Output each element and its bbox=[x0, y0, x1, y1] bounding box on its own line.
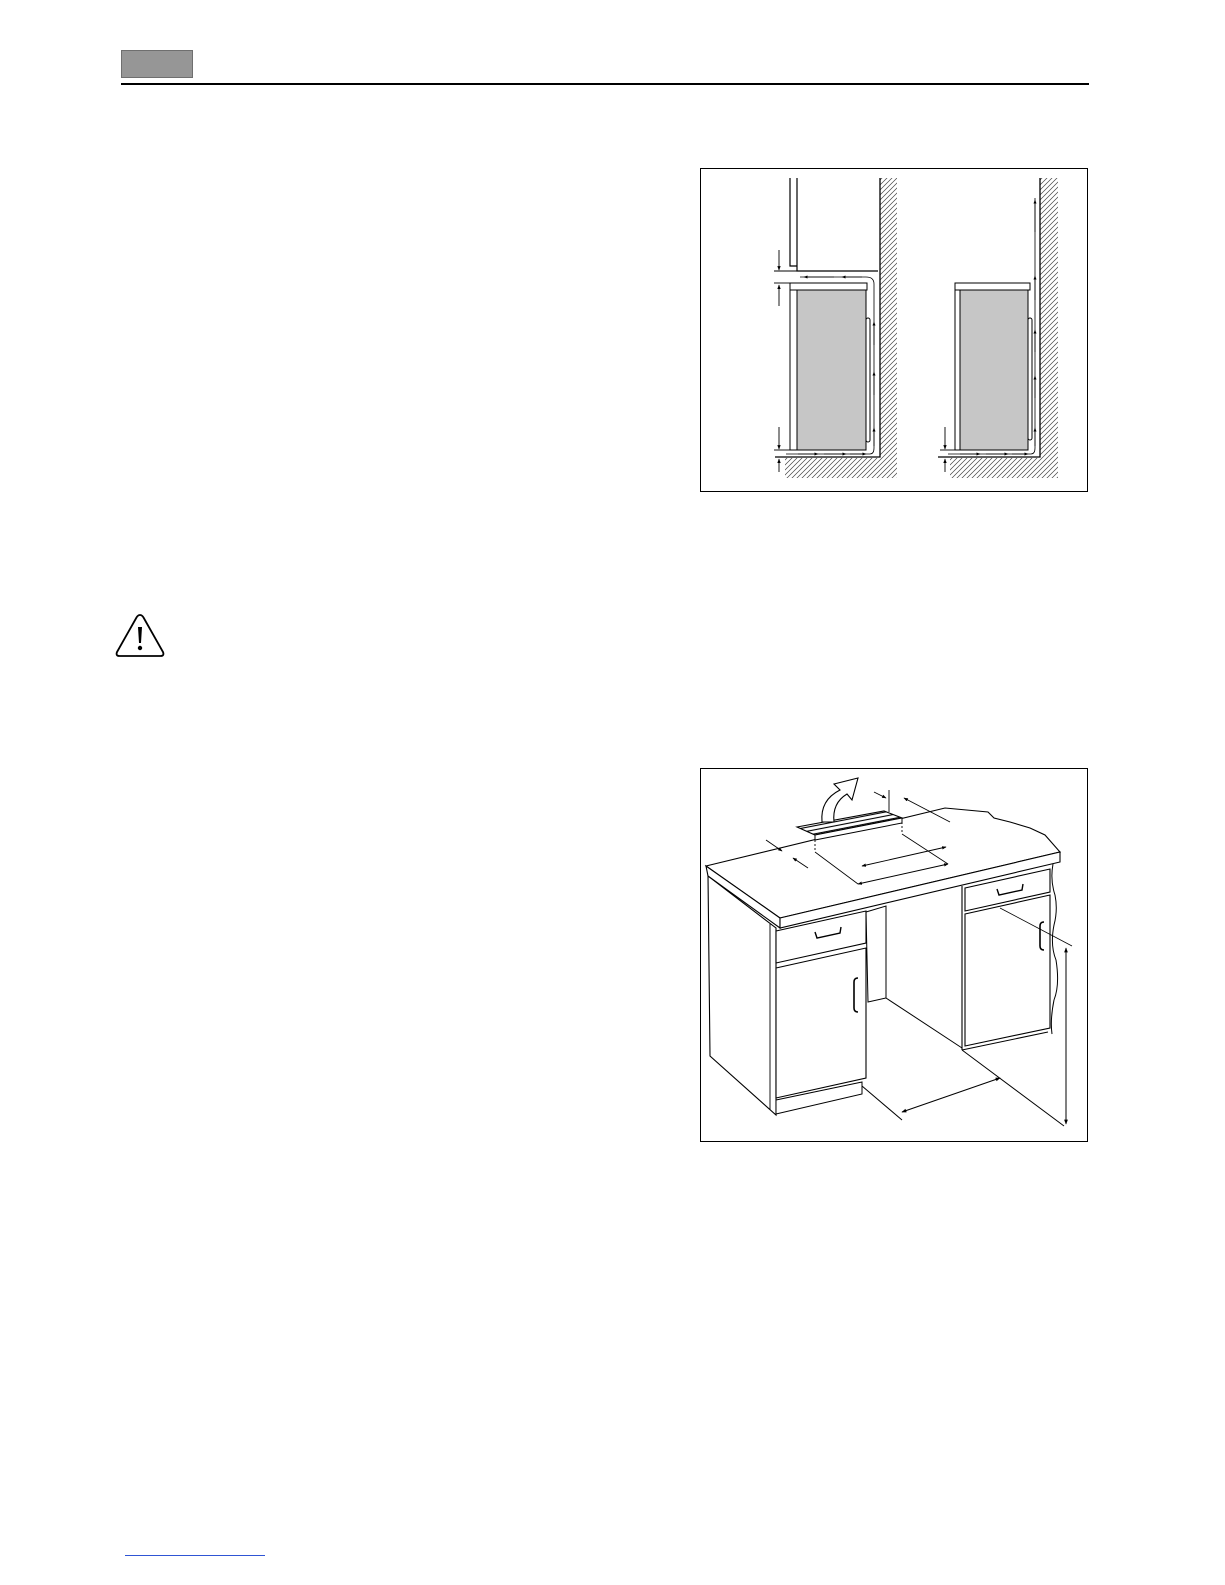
door-handle bbox=[1028, 318, 1032, 440]
appliance-door-edge bbox=[955, 290, 960, 450]
door-handle bbox=[866, 318, 870, 442]
warning-icon bbox=[114, 612, 166, 660]
header-rule bbox=[121, 83, 1089, 85]
section-tab bbox=[121, 50, 193, 78]
appliance-top bbox=[955, 283, 1030, 290]
wall-cabinet bbox=[797, 178, 877, 271]
link-underline[interactable] bbox=[125, 1555, 265, 1556]
appliance-top bbox=[790, 283, 867, 290]
ventilation-diagram bbox=[700, 168, 1088, 492]
appliance-body bbox=[797, 290, 866, 450]
door-front bbox=[776, 948, 866, 1098]
appliance-door-edge bbox=[790, 290, 797, 450]
built-under-diagram bbox=[700, 768, 1088, 1142]
appliance-body bbox=[960, 290, 1028, 450]
door-front bbox=[965, 895, 1050, 1046]
warning-exclamation-dot bbox=[138, 646, 142, 650]
inner-side-panel bbox=[866, 906, 886, 1002]
right-cabinet bbox=[962, 864, 1058, 1050]
